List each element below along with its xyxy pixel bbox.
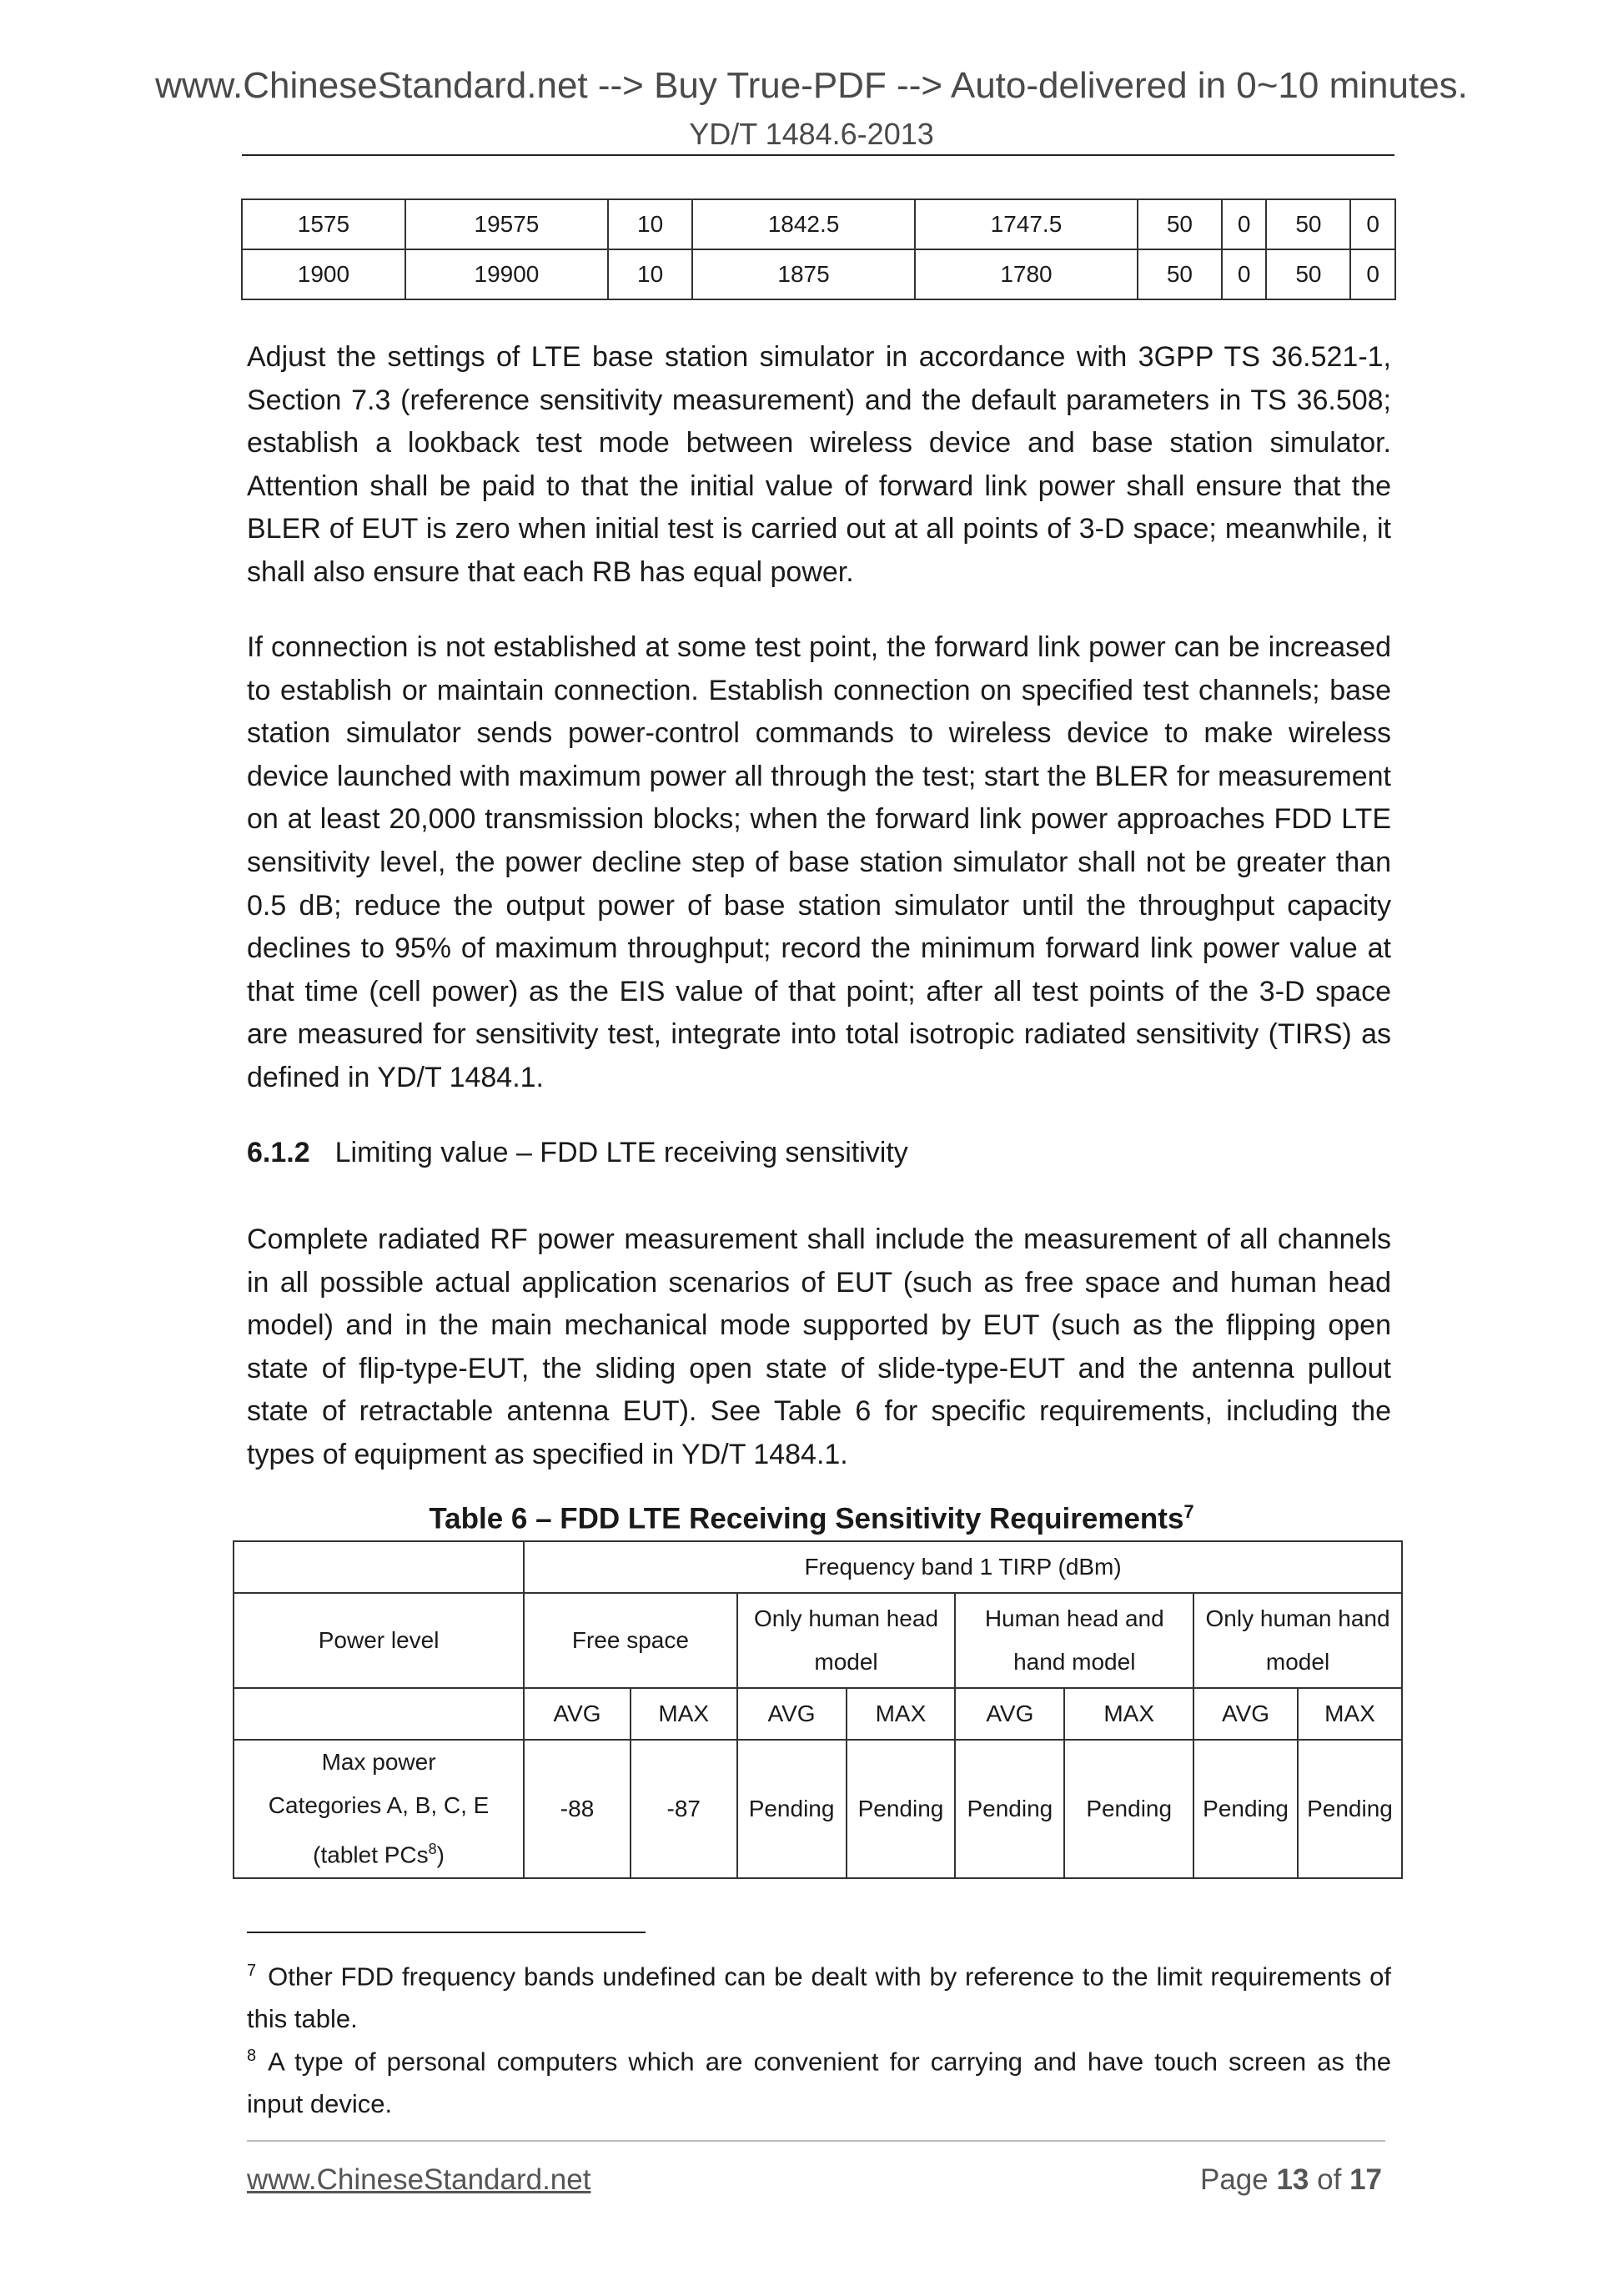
group-header: Free space xyxy=(524,1593,736,1688)
subheader: AVG xyxy=(955,1688,1064,1740)
subheader: MAX xyxy=(631,1688,737,1740)
subheader: AVG xyxy=(524,1688,631,1740)
table-caption: Table 6 – FDD LTE Receiving Sensitivity Requirements$^7$ xyxy=(429,1501,1194,1535)
footer-divider xyxy=(247,2140,1385,2142)
footnote-ref[interactable]: 7 xyxy=(1183,1501,1194,1522)
footnote: $^7$ Other FDD frequency bands undefined can be dealt with by reference to the limit requirements of this table. xyxy=(247,1962,1391,2034)
table-cell: 50 xyxy=(1266,249,1350,299)
table-cell: Pending xyxy=(1064,1740,1193,1878)
frequency-table-continuation xyxy=(241,198,1396,300)
header-banner[interactable]: www.ChineseStandard.net --> Buy True-PDF --> Auto-delivered in 0~10 minutes. xyxy=(155,65,1468,106)
footnote: $^8$ A type of personal computers which are convenient for carrying and have touch screen as the input device. xyxy=(247,2047,1391,2119)
table-cell-empty xyxy=(234,1688,524,1740)
page-number: Page 13 of 17 xyxy=(1199,2163,1382,2196)
band-header: Frequency band 1 TIRP (dBm) xyxy=(524,1541,1402,1593)
footer-website-link[interactable]: www.ChineseStandard.net xyxy=(247,2163,591,2196)
subheader: MAX xyxy=(847,1688,956,1740)
table-row xyxy=(234,1740,1402,1878)
section-heading xyxy=(247,1132,908,1174)
table-cell: 0 xyxy=(1350,249,1395,299)
table-cell: 19900 xyxy=(405,249,608,299)
row-label: Max power Categories A, B, C, E (tablet PCs$^8$) xyxy=(234,1740,524,1878)
table-cell: 10 xyxy=(608,249,692,299)
table-cell-empty xyxy=(234,1541,524,1593)
table-cell: 1780 xyxy=(915,249,1138,299)
table-cell: 1842.5 xyxy=(692,199,915,249)
table-cell: Pending xyxy=(737,1740,847,1878)
power-level-header: Power level xyxy=(234,1593,524,1688)
table-cell: 10 xyxy=(608,199,692,249)
table-row xyxy=(242,199,1395,249)
table-cell: -88 xyxy=(524,1740,631,1878)
table-cell: Pending xyxy=(1298,1740,1402,1878)
table-cell: 50 xyxy=(1138,249,1222,299)
subheader: MAX xyxy=(1298,1688,1402,1740)
table-cell: 1875 xyxy=(692,249,915,299)
subheader: AVG xyxy=(1193,1688,1298,1740)
table-cell: 0 xyxy=(1222,249,1267,299)
group-header: Only human hand model xyxy=(1193,1593,1402,1688)
table-cell: Pending xyxy=(847,1740,956,1878)
paragraph-measurement-scope: Complete radiated RF power measurement shall include the measurement of all channels in all possible actual application scenarios of EUT (such as free space and human head model) and in the main mechanical mode supported by EUT (such as the flipping open state of flip-type-EUT, the sliding open state of slide-type-EUT and the antenna pullout state of retractable antenna EUT). See Table 6 for specific requirements, including the types of equipment as specified in YD/T 1484.1. xyxy=(247,1223,1391,1470)
paragraph-simulator-settings: Adjust the settings of LTE base station simulator in accordance with 3GPP TS 36.521-1, Section 7.3 (reference sensitivity measurement) and the default parameters in TS 36.508; establish a lookback test mode between wireless device and base station simulator. Attention shall be paid to that the initial value of forward link power shall ensure that the BLER of EUT is zero when initial test is carried out at all points of 3-D space; meanwhile, it shall also ensure that each RB has equal power. xyxy=(247,341,1391,588)
footnote-ref[interactable]: 8 xyxy=(428,1841,437,1858)
table-cell: 50 xyxy=(1138,199,1222,249)
sensitivity-requirements-table xyxy=(233,1540,1403,1879)
table-cell: 1747.5 xyxy=(915,199,1138,249)
header-divider xyxy=(242,154,1394,156)
table-cell: Pending xyxy=(1193,1740,1298,1878)
table-cell: 19575 xyxy=(405,199,608,249)
table-cell: -87 xyxy=(631,1740,737,1878)
group-header: Human head and hand model xyxy=(955,1593,1193,1688)
table-cell: 0 xyxy=(1222,199,1267,249)
table-row xyxy=(234,1541,1402,1593)
table-row xyxy=(234,1688,1402,1740)
table-row xyxy=(234,1593,1402,1688)
footnote-divider xyxy=(247,1932,646,1933)
subheader: MAX xyxy=(1064,1688,1193,1740)
table-cell: 50 xyxy=(1266,199,1350,249)
table-cell: Pending xyxy=(955,1740,1064,1878)
section-number: 6.1.2 xyxy=(247,1137,310,1168)
table-cell: 1575 xyxy=(242,199,405,249)
group-header: Only human head model xyxy=(737,1593,956,1688)
paragraph-connection-procedure: If connection is not established at some test point, the forward link power can be increased to establish or maintain connection. Establish connection on specified test channels; base station simulator sends power-control commands to wireless device to make wireless device launched with maximum power all through the test; start the BLER for measurement on at least 20,000 transmission blocks; when the forward link power approaches FDD LTE sensitivity level, the power decline step of base station simulator shall not be greater than 0.5 dB; reduce the output power of base station simulator until the throughput capacity declines to 95% of maximum throughput; record the minimum forward link power value at that time (cell power) as the EIS value of that point; after all test points of the 3-D space are measured for sensitivity test, integrate into total isotropic radiated sensitivity (TIRS) as defined in YD/T 1484.1. xyxy=(247,631,1391,1093)
table-cell: 1900 xyxy=(242,249,405,299)
document-id: YD/T 1484.6-2013 xyxy=(689,117,934,151)
table-cell: 0 xyxy=(1350,199,1395,249)
subheader: AVG xyxy=(737,1688,847,1740)
section-title: Limiting value – FDD LTE receiving sensitivity xyxy=(334,1137,908,1168)
table-row xyxy=(242,249,1395,299)
